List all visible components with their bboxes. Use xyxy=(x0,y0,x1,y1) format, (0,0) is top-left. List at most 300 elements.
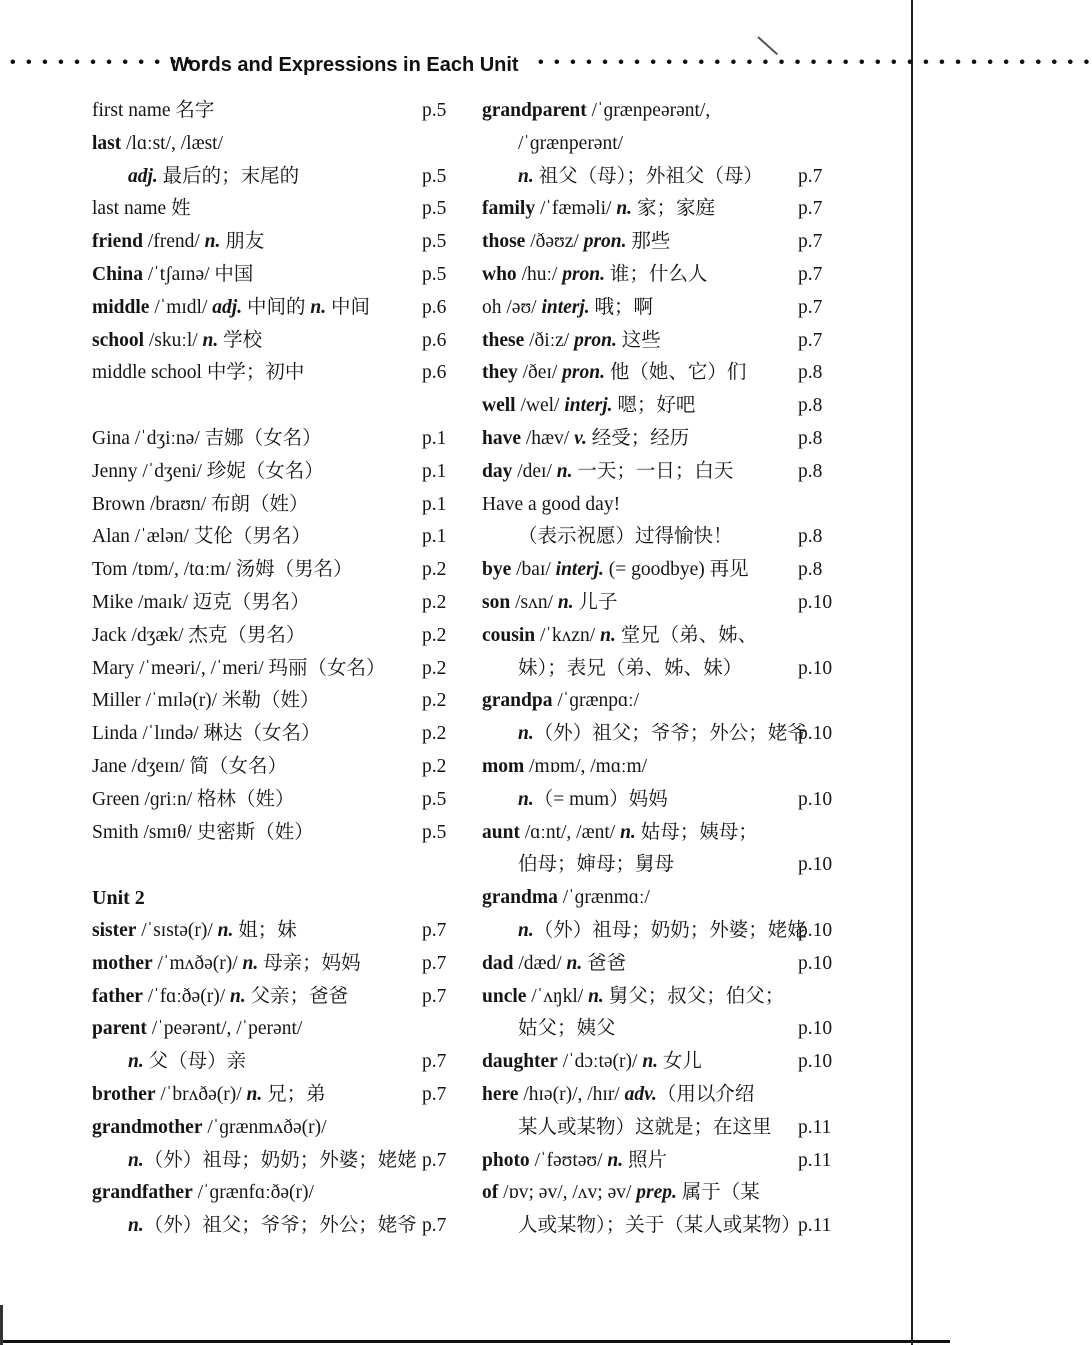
entry-continuation xyxy=(482,128,837,161)
entry-continuation xyxy=(482,521,837,554)
page-ref: p.10 xyxy=(798,854,833,876)
entry-text: /ðeɪ/ xyxy=(517,362,563,384)
headword: Linda xyxy=(92,723,138,745)
entry-text: 照片 xyxy=(623,1149,668,1171)
headword: uncle xyxy=(482,985,527,1007)
headword: these xyxy=(482,329,525,351)
vocab-entry xyxy=(92,95,462,128)
headword: Green xyxy=(92,788,140,810)
page-ref: p.11 xyxy=(798,1116,832,1138)
headword: grandparent xyxy=(482,100,587,121)
headword: have xyxy=(482,427,521,449)
entry-text: /ˈmɪlə(r)/ 米勒（姓） xyxy=(140,690,320,712)
page-ref: p.5 xyxy=(422,231,447,253)
part-of-speech: pron. xyxy=(574,329,617,351)
vocab-entry xyxy=(482,587,837,620)
entry-text: 经受；经历 xyxy=(586,427,690,449)
headword: day xyxy=(482,460,513,482)
vocab-entry xyxy=(92,128,462,161)
part-of-speech: n. xyxy=(620,821,636,843)
vocab-entry xyxy=(482,325,837,358)
page-header xyxy=(0,52,1092,82)
entry-text: /ðiːz/ xyxy=(524,329,575,351)
entry-text: 家；家庭 xyxy=(632,198,715,220)
page-ref: p.7 xyxy=(798,198,823,220)
vocab-entry xyxy=(92,718,462,751)
entry-text: 人或某物）；关于（某人或某物） xyxy=(518,1215,801,1237)
vocab-entry xyxy=(482,259,837,292)
headword: mom xyxy=(482,755,525,777)
page-ref: p.10 xyxy=(798,1051,833,1073)
page-ref: p.5 xyxy=(422,165,447,187)
vocab-entry xyxy=(92,948,462,981)
entry-continuation xyxy=(482,161,837,194)
entry-continuation xyxy=(482,915,837,948)
entry-text: /wel/ xyxy=(515,395,565,417)
part-of-speech: n. xyxy=(202,329,219,351)
entry-text: /ˈsɪstə(r)/ xyxy=(136,919,218,941)
vocab-entry xyxy=(92,981,462,1014)
headword: of xyxy=(482,1182,499,1204)
header-dots-left: • • • • • • • • • • • • • xyxy=(10,54,212,71)
entry-text: /smɪθ/ 史密斯（姓） xyxy=(138,821,314,843)
entry-continuation xyxy=(482,1210,837,1243)
entry-text: 姓 xyxy=(166,198,191,220)
entry-text: /deɪ/ xyxy=(512,460,557,482)
page-ref: p.7 xyxy=(422,985,447,1007)
entry-text: 姐；妹 xyxy=(233,919,297,941)
part-of-speech: n. xyxy=(229,985,246,1007)
entry-text: /dæd/ xyxy=(513,952,567,974)
entry-text: /braʊn/ 布朗（姓） xyxy=(145,493,309,515)
entry-text: /ˈfæməli/ xyxy=(535,198,617,220)
vocab-entry xyxy=(482,1046,837,1079)
entry-text: /ˈmɪdl/ xyxy=(149,296,213,318)
entry-text: 中间的 xyxy=(242,296,311,318)
headword: photo xyxy=(482,1149,530,1171)
headword: grandpa xyxy=(482,690,553,712)
entry-text: /frend/ xyxy=(142,231,205,253)
entry-text: /ˈʌŋkl/ xyxy=(526,985,589,1007)
headword: friend xyxy=(92,231,143,253)
page-ref: p.10 xyxy=(798,591,833,613)
page-ref: p.10 xyxy=(798,723,833,745)
left-column xyxy=(92,95,462,1243)
entry-text: /ˈɡrænmʌðə(r)/ xyxy=(202,1116,327,1138)
page-ref: p.7 xyxy=(422,1215,447,1237)
vocab-entry xyxy=(482,226,837,259)
part-of-speech: adv. xyxy=(624,1083,657,1105)
headword: they xyxy=(482,362,518,384)
page-ref: p.7 xyxy=(798,231,823,253)
vocab-entry xyxy=(482,193,837,226)
entry-text: 兄；弟 xyxy=(262,1083,326,1105)
page-ref: p.8 xyxy=(798,427,823,449)
entry-text: 堂兄（弟、姊、 xyxy=(615,624,758,646)
entry-text: 父亲；爸爸 xyxy=(245,985,349,1007)
vocab-entry xyxy=(92,751,462,784)
header-dots-right: • • • • • • • • • • • • • • • • • • • • • • • • • • • • • • • • • • • xyxy=(538,54,1092,71)
part-of-speech: v. xyxy=(574,427,587,449)
headword: Tom xyxy=(92,559,128,581)
scan-edge-bottom xyxy=(0,1340,950,1343)
page-ref: p.7 xyxy=(422,1083,447,1105)
vocab-entry xyxy=(482,554,837,587)
headword: oh xyxy=(482,296,502,318)
entry-text: /mɒm/, /mɑːm/ xyxy=(524,755,648,777)
entry-text: 朋友 xyxy=(220,231,265,253)
headword: Jane xyxy=(92,755,127,777)
entry-text: /ˈɡrænpɑː/ xyxy=(552,690,640,712)
vocab-entry xyxy=(482,1145,837,1178)
vocab-entry xyxy=(482,620,837,653)
vocab-entry xyxy=(482,1177,837,1210)
headword: Mike xyxy=(92,591,134,613)
entry-text: /ˈfɑːðə(r)/ xyxy=(142,985,230,1007)
part-of-speech: n. xyxy=(242,952,259,974)
page-ref: p.8 xyxy=(798,559,823,581)
page-ref: p.5 xyxy=(422,263,447,285)
vocab-entry xyxy=(482,817,837,850)
vocab-entry xyxy=(482,882,837,915)
vocab-entry xyxy=(482,292,837,325)
page-ref: p.7 xyxy=(422,919,447,941)
entry-text: 最后的；末尾的 xyxy=(157,165,300,187)
entry-text: /ˈɡrænmɑː/ xyxy=(557,887,650,909)
part-of-speech: pron. xyxy=(583,231,627,253)
headword: cousin xyxy=(482,624,536,646)
entry-text: 这些 xyxy=(616,329,661,351)
scan-edge-right xyxy=(911,0,913,1345)
vocab-entry xyxy=(92,620,462,653)
vocab-entry xyxy=(92,456,462,489)
entry-text: /dʒæk/ 杰克（男名） xyxy=(126,624,306,646)
entry-text: /ɑːnt/, /ænt/ xyxy=(519,821,621,843)
entry-text: 父（母）亲 xyxy=(143,1051,247,1073)
part-of-speech: n. xyxy=(557,591,574,613)
entry-text: /baɪ/ xyxy=(511,559,556,581)
headword: dad xyxy=(482,952,514,974)
page-ref: p.2 xyxy=(422,559,447,581)
headword: middle school xyxy=(92,362,202,384)
headword: who xyxy=(482,263,517,285)
vocab-entry xyxy=(92,817,462,850)
vocab-entry xyxy=(482,423,837,456)
headword: China xyxy=(92,263,143,285)
headword: parent xyxy=(92,1018,147,1040)
part-of-speech: n. xyxy=(518,723,534,745)
entry-text: /ˈɡrænperənt/ xyxy=(518,132,624,154)
entry-text: /ˈælən/ 艾伦（男名） xyxy=(129,526,311,548)
part-of-speech: interj. xyxy=(541,296,590,318)
headword: grandmother xyxy=(92,1116,203,1138)
entry-text: 他（她、它）们 xyxy=(604,362,747,384)
headword: middle xyxy=(92,296,150,318)
entry-text: 中间 xyxy=(326,296,370,318)
entry-continuation xyxy=(92,1210,462,1243)
entry-text: /ˈkʌzn/ xyxy=(535,624,601,646)
page-ref: p.10 xyxy=(798,1018,833,1040)
part-of-speech: n. xyxy=(616,198,633,220)
headword: here xyxy=(482,1083,519,1105)
page-ref: p.10 xyxy=(798,788,833,810)
headword: those xyxy=(482,231,526,253)
entry-text: 嗯；好吧 xyxy=(612,395,696,417)
page-ref: p.5 xyxy=(422,198,447,220)
page-ref: p.7 xyxy=(422,1051,447,1073)
headword: last name xyxy=(92,198,167,220)
part-of-speech: n. xyxy=(607,1149,624,1171)
part-of-speech: adj. xyxy=(128,165,158,187)
headword: school xyxy=(92,329,145,351)
vocab-entry xyxy=(482,456,837,489)
vocab-entry xyxy=(482,685,837,718)
page-ref: p.5 xyxy=(422,821,447,843)
vocab-entry xyxy=(92,554,462,587)
page-title: Words and Expressions in Each Unit xyxy=(170,54,519,76)
headword: first name xyxy=(92,100,171,121)
page-ref: p.7 xyxy=(798,329,823,351)
page-ref: p.7 xyxy=(422,1149,447,1171)
part-of-speech: n. xyxy=(217,919,234,941)
part-of-speech: n. xyxy=(128,1215,144,1237)
vocab-entry xyxy=(482,948,837,981)
entry-continuation xyxy=(482,1112,837,1145)
entry-text: 谁；什么人 xyxy=(605,263,708,285)
entry-text: /ˈmeəri/, /ˈmeri/ 玛丽（女名） xyxy=(134,657,386,679)
vocab-entry xyxy=(92,1013,462,1046)
page-ref: p.2 xyxy=(422,723,447,745)
entry-continuation xyxy=(482,849,837,882)
headword: bye xyxy=(482,559,512,581)
headword: last xyxy=(92,132,122,154)
vocab-entry xyxy=(92,685,462,718)
entry-text: 舅父；叔父；伯父； xyxy=(603,985,785,1007)
unit-heading: Unit 2 xyxy=(92,887,145,910)
entry-text: 哦；啊 xyxy=(589,296,654,318)
page-ref: p.8 xyxy=(798,362,823,384)
page-ref: p.7 xyxy=(798,263,823,285)
page-ref: p.2 xyxy=(422,657,447,679)
entry-text: /ˈfəʊtəʊ/ xyxy=(529,1149,608,1171)
page-ref: p.2 xyxy=(422,690,447,712)
page-ref: p.5 xyxy=(422,100,447,121)
entry-text: 名字 xyxy=(170,100,215,121)
vocab-entry xyxy=(92,193,462,226)
part-of-speech: adj. xyxy=(212,296,243,318)
headword: grandfather xyxy=(92,1182,193,1204)
headword: father xyxy=(92,985,143,1007)
entry-continuation xyxy=(92,161,462,194)
vocab-entry xyxy=(92,521,462,554)
vocab-entry xyxy=(92,357,462,390)
part-of-speech: pron. xyxy=(562,362,605,384)
page-ref: p.6 xyxy=(422,362,447,384)
vocab-entry xyxy=(92,226,462,259)
headword: Brown xyxy=(92,493,146,515)
page-ref: p.7 xyxy=(422,952,447,974)
page-ref: p.8 xyxy=(798,460,823,482)
entry-text: 中学；初中 xyxy=(201,362,305,384)
entry-text: /ˈɡrænfɑːðə(r)/ xyxy=(192,1182,314,1204)
entry-text: /hæv/ xyxy=(521,427,575,449)
headword: Have a good day! xyxy=(482,493,621,515)
part-of-speech: n. xyxy=(518,788,534,810)
headword: family xyxy=(482,198,536,220)
entry-text: /ˈpeərənt/, /ˈperənt/ xyxy=(146,1018,303,1040)
entry-text: 儿子 xyxy=(573,591,618,613)
page-ref: p.8 xyxy=(798,395,823,417)
headword: well xyxy=(482,395,516,417)
part-of-speech: n. xyxy=(588,985,604,1007)
entry-text: （用以介绍 xyxy=(656,1083,755,1105)
page-ref: p.1 xyxy=(422,526,447,548)
page-ref: p.8 xyxy=(798,526,823,548)
entry-text: （外）祖父；爷爷；外公；姥爷 xyxy=(533,723,807,745)
page-ref: p.1 xyxy=(422,493,447,515)
headword: Jenny xyxy=(92,460,138,482)
entry-text: /huː/ xyxy=(516,263,563,285)
entry-text: /ˈmʌðə(r)/ xyxy=(152,952,243,974)
headword: Mary xyxy=(92,657,135,679)
vocab-entry xyxy=(482,751,837,784)
entry-text: 学校 xyxy=(218,329,263,351)
part-of-speech: interj. xyxy=(564,395,613,417)
entry-text: /lɑːst/, /læst/ xyxy=(121,132,224,154)
entry-continuation xyxy=(92,1145,462,1178)
entry-text: 祖父（母）；外祖父（母） xyxy=(533,165,763,187)
entry-text: /maɪk/ 迈克（男名） xyxy=(133,591,310,613)
headword: aunt xyxy=(482,821,520,843)
entry-text: /ˈdɔːtə(r)/ xyxy=(557,1051,643,1073)
vocab-entry xyxy=(482,1079,837,1112)
vocab-entry xyxy=(92,1177,462,1210)
entry-text: 妹）；表兄（弟、姊、妹） xyxy=(518,657,743,679)
headword: sister xyxy=(92,919,137,941)
vocab-entry xyxy=(92,325,462,358)
entry-continuation xyxy=(482,653,837,686)
page-ref: p.7 xyxy=(798,165,823,187)
vocab-entry xyxy=(92,653,462,686)
vocab-entry xyxy=(92,915,462,948)
entry-text: （= mum）妈妈 xyxy=(533,788,668,810)
vocab-entry xyxy=(92,784,462,817)
page-ref: p.11 xyxy=(798,1149,832,1171)
headword: daughter xyxy=(482,1051,558,1073)
part-of-speech: n. xyxy=(566,952,583,974)
entry-text: 属于（某 xyxy=(676,1182,760,1204)
vocab-entry xyxy=(482,489,837,522)
entry-text: (= goodbye) 再见 xyxy=(603,559,749,581)
part-of-speech: pron. xyxy=(562,263,606,285)
headword: Jack xyxy=(92,624,127,646)
headword: Gina xyxy=(92,427,130,449)
entry-text: /ɡriːn/ 格林（姓） xyxy=(139,788,295,810)
entry-continuation xyxy=(482,1013,837,1046)
entry-text: 姑母；姨母； xyxy=(635,821,758,843)
part-of-speech: n. xyxy=(556,460,573,482)
entry-text: /ˈtʃaɪnə/ 中国 xyxy=(142,263,254,285)
vocab-entry xyxy=(92,1079,462,1112)
part-of-speech: interj. xyxy=(555,559,604,581)
vocab-entry xyxy=(92,489,462,522)
vocab-entry xyxy=(92,587,462,620)
page-ref: p.2 xyxy=(422,755,447,777)
entry-text: /skuːl/ xyxy=(144,329,203,351)
page-ref: p.6 xyxy=(422,329,447,351)
section-spacer xyxy=(92,390,462,423)
entry-continuation xyxy=(92,1046,462,1079)
page-ref: p.2 xyxy=(422,591,447,613)
page-ref: p.11 xyxy=(798,1215,832,1237)
page-ref: p.10 xyxy=(798,657,833,679)
vocab-entry xyxy=(482,390,837,423)
headword: Alan xyxy=(92,526,130,548)
entry-continuation xyxy=(482,784,837,817)
vocab-entry xyxy=(92,1112,462,1145)
entry-text: /ðəʊz/ xyxy=(525,231,584,253)
entry-text: 伯母；婶母；舅母 xyxy=(518,854,675,876)
section-spacer xyxy=(92,849,462,882)
headword: Miller xyxy=(92,690,141,712)
headword: brother xyxy=(92,1083,156,1105)
entry-text: /ˈlɪndə/ 琳达（女名） xyxy=(137,723,321,745)
page-ref: p.7 xyxy=(798,296,823,318)
vocab-entry xyxy=(92,292,462,325)
right-column xyxy=(482,95,837,1243)
entry-text: /tɒm/, /tɑːm/ 汤姆（男名） xyxy=(127,559,353,581)
page-ref: p.6 xyxy=(422,296,447,318)
part-of-speech: n. xyxy=(642,1051,659,1073)
part-of-speech: n. xyxy=(128,1149,144,1171)
part-of-speech: n. xyxy=(246,1083,263,1105)
entry-text: 姑父；姨父 xyxy=(518,1018,616,1040)
page-ref: p.10 xyxy=(798,919,833,941)
entry-text: （外）祖母；奶奶；外婆；姥姥 xyxy=(533,919,807,941)
entry-text: （表示祝愿）过得愉快！ xyxy=(518,526,733,548)
entry-text: 爸爸 xyxy=(582,952,627,974)
vocab-entry xyxy=(92,259,462,292)
entry-text: 母亲；妈妈 xyxy=(258,952,361,974)
headword: grandma xyxy=(482,887,558,909)
headword: son xyxy=(482,591,511,613)
entry-text: /əʊ/ xyxy=(501,296,542,318)
entry-text: 那些 xyxy=(626,231,671,253)
entry-text: 某人或某物）这就是；在这里 xyxy=(518,1116,772,1138)
entry-text: （外）祖父；爷爷；外公；姥爷 xyxy=(143,1215,417,1237)
page-ref: p.2 xyxy=(422,624,447,646)
entry-text: /ˈɡrænpeərənt/, xyxy=(586,100,711,121)
vocab-entry xyxy=(482,981,837,1014)
part-of-speech: n. xyxy=(518,919,534,941)
entry-text: 女儿 xyxy=(658,1051,702,1073)
part-of-speech: n. xyxy=(204,231,221,253)
entry-text: /ˈbrʌðə(r)/ xyxy=(155,1083,247,1105)
page-ref: p.1 xyxy=(422,427,447,449)
part-of-speech: prep. xyxy=(636,1182,677,1204)
page-ref: p.5 xyxy=(422,788,447,810)
headword: Smith xyxy=(92,821,139,843)
entry-text: /ˈdʒeni/ 珍妮（女名） xyxy=(137,460,324,482)
part-of-speech: n. xyxy=(128,1051,144,1073)
part-of-speech: n. xyxy=(310,296,327,318)
entry-text: （外）祖母；奶奶；外婆；姥姥 xyxy=(143,1149,417,1171)
entry-text: 一天；一日；白天 xyxy=(572,460,734,482)
vocab-entry xyxy=(482,357,837,390)
part-of-speech: n. xyxy=(600,624,616,646)
page-ref: p.10 xyxy=(798,952,833,974)
entry-text: /sʌn/ xyxy=(510,591,558,613)
